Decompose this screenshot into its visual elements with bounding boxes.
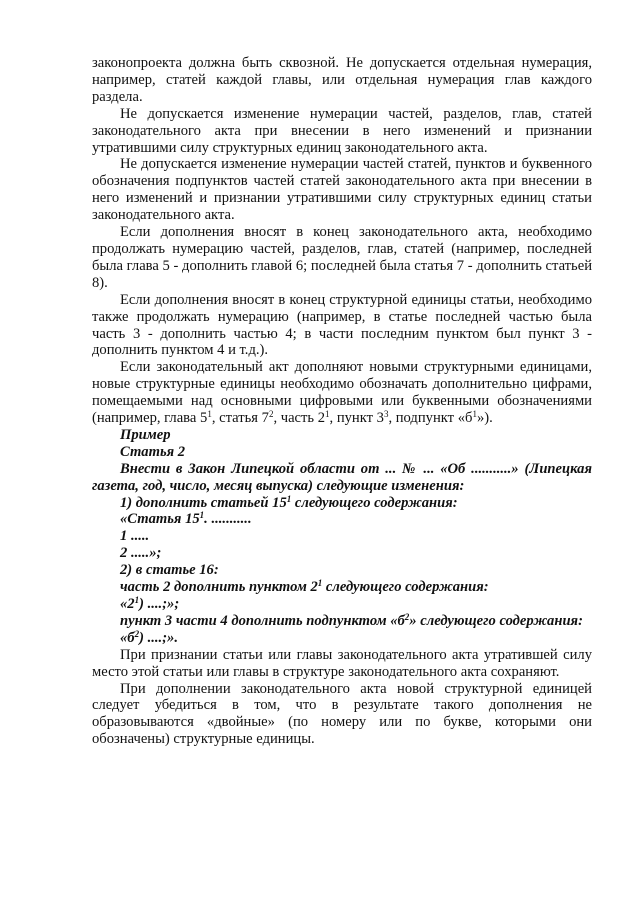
example-article-title: Статья 2 <box>120 443 186 460</box>
example-quoted-article: «Статья $15^1$. ........... <box>120 510 252 528</box>
paragraph-repealed-units: При признании статьи или главы законодательного акта утратившей силу место этой статьи или главы в структуре законодательного акта сохраняют. <box>92 646 592 680</box>
example-line-1: 1 ..... <box>120 528 150 545</box>
example-quoted-point: «$2^1$) ....;»; <box>120 595 180 612</box>
example-amendment-intro: Внести в Закон Липецкой области от ... № ... «Об ...........» (Липецкая газета, год, число, месяц выпуска) следующие изменения: <box>92 460 592 494</box>
example-item-2: 2) в статье 16: <box>120 562 219 579</box>
paragraph-append-end-of-unit: Если дополнения вносят в конец структурной единицы статьи, необходимо также продолжать нумерацию (например, в статье последней частью была часть 3 - дополнить частью 4; в части последним пунктом был пункт 3 - дополнить пунктом 4 и т.д.). <box>92 291 592 359</box>
example-line-2: 2 .....»; <box>120 545 162 562</box>
paragraph-no-renumbering: Не допускается изменение нумерации частей, разделов, глав, статей законодательного акта при внесении в него изменений и признании утратившими силу структурных единиц законодательного акта. <box>92 105 592 156</box>
paragraph-continuation: законопроекта должна быть сквозной. Не допускается отдельная нумерация, например, статей каждой главы, или отдельная нумерация глав каждого раздела. <box>92 55 592 105</box>
example-quoted-subpoint: «$б^2$) ....;». <box>120 628 179 646</box>
example-point-3: пункт 3 части 4 дополнить подпунктом «$б^2$» следующего содержания: <box>120 611 583 629</box>
example-heading: Пример <box>120 426 171 443</box>
paragraph-append-end-of-act: Если дополнения вносят в конец законодательного акта, необходимо продолжать нумерацию частей, разделов, глав, статей (например, последней была глава 5 - дополнить главой 6; последней была статья 7 - дополнить статьей 8). <box>92 224 592 291</box>
example-item-1: 1) дополнить статьей $15^1$ следующего содержания: <box>120 493 458 511</box>
paragraph-double-units: При дополнении законодательного акта новой структурной единицей следует убедиться в том, что в результате такого дополнения не образовываются «двойные» (по номеру или по букве, которыми они обозначены) структурные единицы. <box>92 680 592 748</box>
example-part-2: часть 2 дополнить пунктом $2^1$ следующего содержания: <box>120 578 489 596</box>
paragraph-no-renumbering-parts: Не допускается изменение нумерации частей статей, пунктов и буквенного обозначения подпунктов частей статей законодательного акта при внесении в него изменений и признании утратившими силу структурных единиц статьи законодательного акта. <box>92 156 592 224</box>
paragraph-superscript-numbering: Если законодательный акт дополняют новыми структурными единицами, новые структурные единицы необходимо обозначать дополнительно цифрами, помещаемыми над основными цифровыми или буквенными обозначениями (например, глава $5^1$, статья $7^2$, часть $2^1$, пункт $3^3$, подпункт «$б^1$»). <box>92 359 592 427</box>
